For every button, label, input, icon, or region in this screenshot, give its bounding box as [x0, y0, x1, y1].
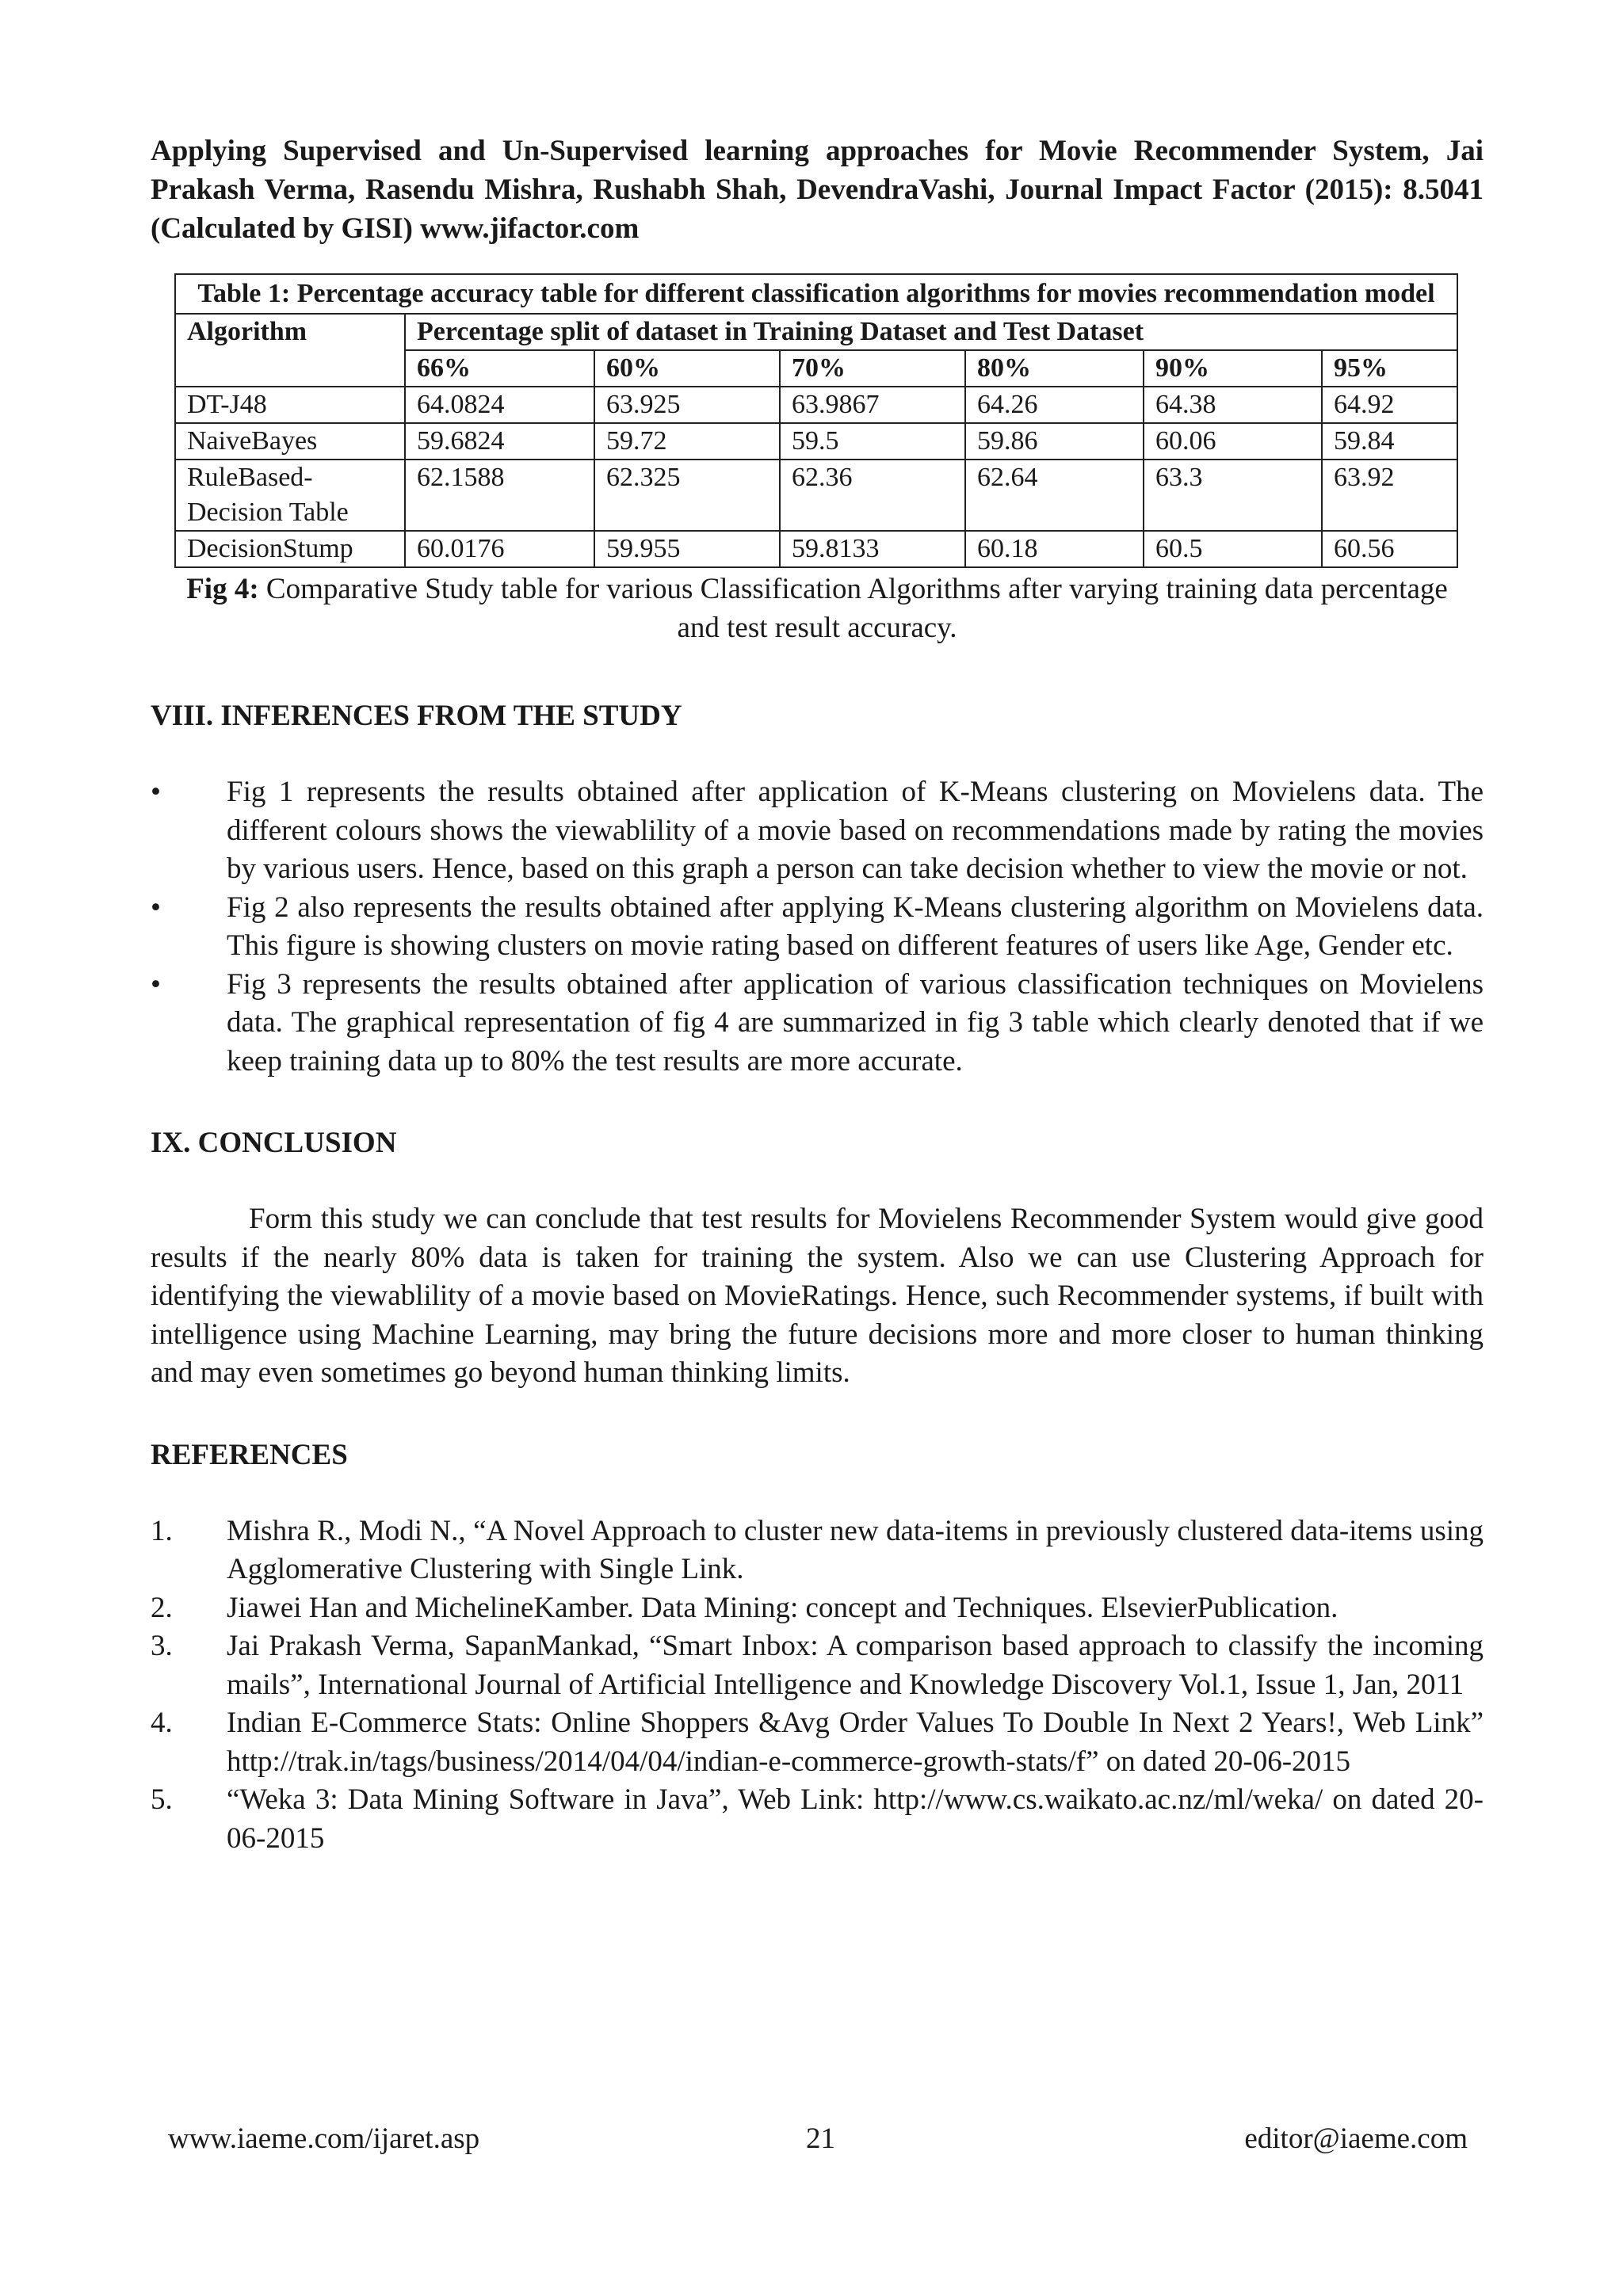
table-cell: 59.955	[594, 531, 780, 567]
conclusion-section	[151, 1123, 1484, 1393]
list-item-text: Fig 3 represents the results obtained after application of various classification techniques on Movielens data. The graphical representation of fig 4 are summarized in fig 3 table which clearly denoted that if we keep training data up to 80% the test results are more accurate.	[227, 967, 1484, 1077]
list-item	[151, 773, 1484, 889]
split-header: 80%	[965, 350, 1144, 387]
figure-caption	[174, 570, 1460, 647]
table-cell: 64.92	[1322, 387, 1457, 423]
reference-number: 3.	[151, 1630, 173, 1662]
reference-text: “Weka 3: Data Mining Software in Java”, Web Link: http://www.cs.waikato.ac.nz/ml/weka/ on dated 20-06-2015	[227, 1783, 1484, 1855]
reference-number: 4.	[151, 1707, 173, 1739]
table-cell: 62.1588	[405, 460, 594, 531]
list-item-text: Fig 2 also represents the results obtained after applying K-Means clustering algorithm on Movielens data. This figure is showing clusters on movie rating based on different features of users like Age, Gender etc.	[227, 891, 1484, 962]
footer-email-link[interactable]: editor@iaeme.com	[1244, 2122, 1468, 2155]
bullet-icon: •	[151, 891, 161, 924]
table-cell: 59.8133	[780, 531, 965, 567]
references-section	[151, 1436, 1484, 1859]
split-header: 95%	[1322, 350, 1457, 387]
table-cell: 60.06	[1144, 423, 1322, 460]
table-cell: 62.325	[594, 460, 780, 531]
split-header: 70%	[780, 350, 965, 387]
inferences-section	[151, 696, 1484, 1081]
reference-item	[151, 1589, 1484, 1628]
table-caption: Table 1: Percentage accuracy table for different classification algorithms for movies recommendation model	[175, 274, 1457, 314]
bullet-icon: •	[151, 967, 161, 1001]
reference-item	[151, 1704, 1484, 1781]
reference-item	[151, 1627, 1484, 1704]
reference-number: 1.	[151, 1514, 173, 1547]
table-cell: 59.86	[965, 423, 1144, 460]
reference-number: 2.	[151, 1591, 173, 1624]
table-cell: 64.0824	[405, 387, 594, 423]
table-cell: 64.38	[1144, 387, 1322, 423]
section-heading: VIII. INFERENCES FROM THE STUDY	[151, 700, 682, 732]
section-heading: REFERENCES	[151, 1438, 348, 1471]
split-header: 90%	[1144, 350, 1322, 387]
table-cell: 59.5	[780, 423, 965, 460]
table-cell: 63.925	[594, 387, 780, 423]
table-cell: 59.6824	[405, 423, 594, 460]
running-head: Applying Supervised and Un-Supervised learning approaches for Movie Recommender System, Jai Prakash Verma, Rasendu Mishra, Rushabh Shah, DevendraVashi, Journal Impact Factor (2015): 8.5041 (Calculated by GISI) www.jifactor.com	[151, 135, 1484, 245]
list-item	[151, 966, 1484, 1081]
algorithm-name: DecisionStump	[175, 531, 405, 567]
table-cell: 60.5	[1144, 531, 1322, 567]
reference-number: 5.	[151, 1783, 173, 1816]
reference-text: Jiawei Han and MichelineKamber. Data Mining: concept and Techniques. ElsevierPublication.	[227, 1591, 1338, 1624]
reference-text: Mishra R., Modi N., “A Novel Approach to cluster new data-items in previously clustered data-items using Agglomerative Clustering with Single Link.	[227, 1514, 1484, 1585]
accuracy-table	[174, 273, 1458, 568]
table-cell: 60.18	[965, 531, 1144, 567]
reference-text: Indian E-Commerce Stats: Online Shoppers &Avg Order Values To Double In Next 2 Years!, Web Link” http://trak.in/tags/business/2014/04/04/indian-e-commerce-growth-stats/f” on dated 20-06-2015	[227, 1707, 1484, 1778]
page	[151, 132, 1484, 1858]
table-row	[175, 423, 1457, 460]
table-cell: 60.0176	[405, 531, 594, 567]
conclusion-paragraph: Form this study we can conclude that test results for Movielens Recommender System would give good results if the nearly 80% data is taken for training the system. Also we can use Clustering Approach for identifying the viewablility of a movie based on MovieRatings. Hence, such Recommender systems, if built with intelligence using Machine Learning, may bring the future decisions more and more closer to human thinking and may even sometimes go beyond human thinking limits.	[151, 1203, 1484, 1389]
figure-label: Fig 4:	[186, 573, 259, 605]
table-row	[175, 531, 1457, 567]
bullet-icon: •	[151, 776, 161, 808]
table-header-split: Percentage split of dataset in Training Dataset and Test Dataset	[405, 314, 1457, 350]
table-cell: 59.72	[594, 423, 780, 460]
list-item-text: Fig 1 represents the results obtained after application of K-Means clustering on Movielens data. The different colours shows the viewablility of a movie based on recommendations made by rating the movies by various users. Hence, based on this graph a person can take decision whether to view the movie or not.	[227, 776, 1484, 885]
footer-website-link[interactable]: www.iaeme.com/ijaret.asp	[168, 2122, 480, 2155]
table-cell: 59.84	[1322, 423, 1457, 460]
table-cell: 60.56	[1322, 531, 1457, 567]
table-row	[175, 460, 1457, 531]
split-header: 60%	[594, 350, 780, 387]
algorithm-name: RuleBased-Decision Table	[175, 460, 405, 531]
table-row	[175, 387, 1457, 423]
table-cell: 62.64	[965, 460, 1144, 531]
section-heading: IX. CONCLUSION	[151, 1127, 397, 1159]
reference-text: Jai Prakash Verma, SapanMankad, “Smart Inbox: A comparison based approach to classify the incoming mails”, International Journal of Artificial Intelligence and Knowledge Discovery Vol.1, Issue 1, Jan, 2011	[227, 1630, 1484, 1701]
reference-list	[151, 1512, 1484, 1859]
reference-item	[151, 1512, 1484, 1589]
table-cell: 62.36	[780, 460, 965, 531]
table-cell: 63.9867	[780, 387, 965, 423]
reference-item	[151, 1781, 1484, 1858]
algorithm-name: NaiveBayes	[175, 423, 405, 460]
table-cell: 64.26	[965, 387, 1144, 423]
table-cell: 63.92	[1322, 460, 1457, 531]
bullet-list	[151, 773, 1484, 1081]
table-header-algorithm: Algorithm	[175, 314, 405, 387]
figure-caption-text: Comparative Study table for various Classification Algorithms after varying training data percentage and test result accuracy.	[258, 573, 1448, 644]
list-item	[151, 889, 1484, 966]
split-header: 66%	[405, 350, 594, 387]
page-number: 21	[806, 2122, 835, 2155]
table-cell: 63.3	[1144, 460, 1322, 531]
algorithm-name: DT-J48	[175, 387, 405, 423]
